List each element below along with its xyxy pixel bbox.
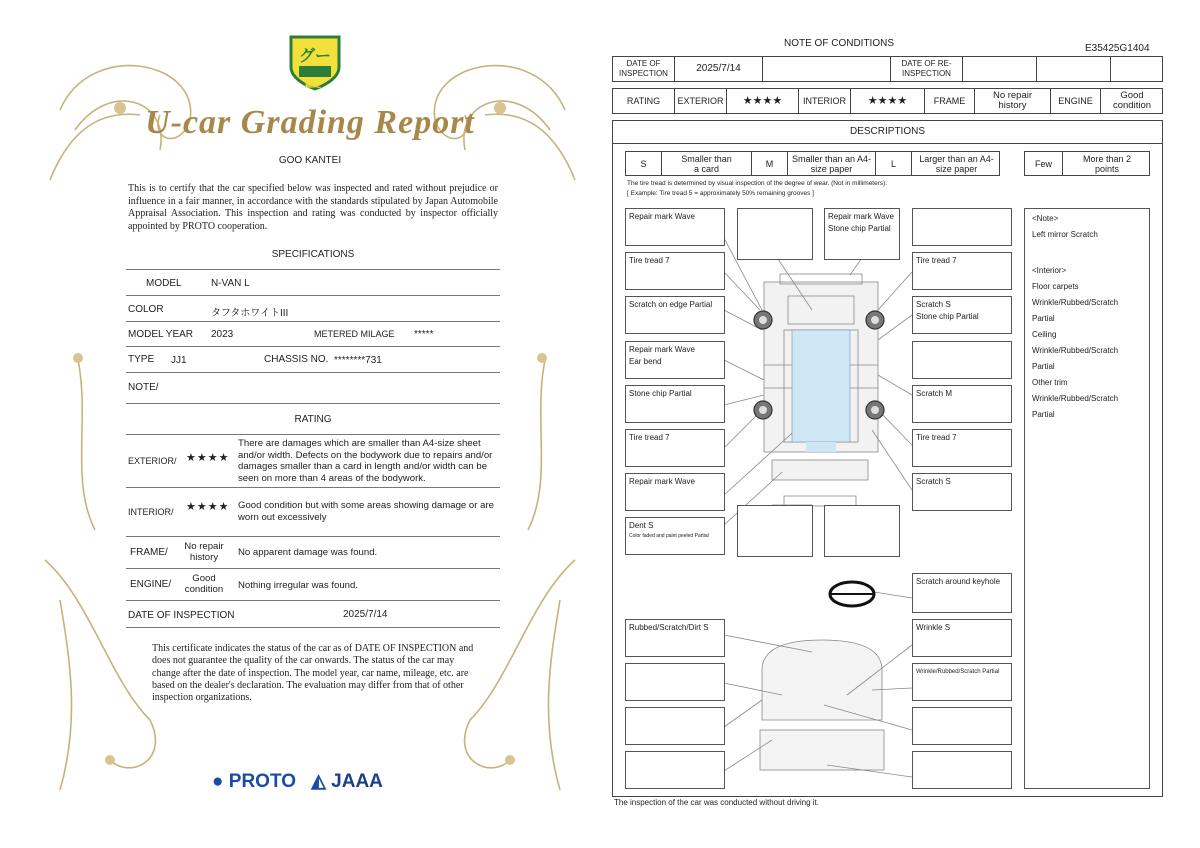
frame-label: FRAME/ xyxy=(130,547,168,558)
note-label: NOTE/ xyxy=(128,382,159,393)
box-keyhole xyxy=(912,573,1012,613)
box-int-right-3 xyxy=(912,707,1012,745)
box-top-1 xyxy=(737,208,813,260)
type-value: JJ1 xyxy=(171,355,187,366)
doi-label: DATE OF INSPECTION xyxy=(128,610,235,621)
engine-text: Nothing irregular was found. xyxy=(238,580,358,591)
box-top-2-text-b: Stone chip Partial xyxy=(828,224,891,233)
type-label: TYPE xyxy=(128,354,155,365)
box-left-8-text-b: Color faded and paint peeled Partial xyxy=(629,533,709,539)
note-line: Other trim xyxy=(1032,378,1068,387)
interior-row xyxy=(126,488,500,537)
box-top-2-text-a: Repair mark Wave xyxy=(828,212,894,221)
box-right-7 xyxy=(912,473,1012,511)
box-left-6-text: Tire tread 7 xyxy=(629,433,670,442)
doi-value: 2025/7/14 xyxy=(343,609,388,620)
box-right-3-text-b: Stone chip Partial xyxy=(916,312,979,321)
note-line: Wrinkle/Rubbed/Scratch xyxy=(1032,298,1119,307)
engine-label: ENGINE xyxy=(1051,89,1101,113)
tire-note-2: [ Example: Tire tread 5 = approximately 50% remaining grooves ] xyxy=(627,190,814,197)
model-year-row xyxy=(126,322,500,347)
few-legend xyxy=(1024,151,1150,176)
legend-m-value: Smaller than an A4-size paper xyxy=(788,152,876,175)
engine-label: ENGINE/ xyxy=(130,579,172,590)
box-right-5 xyxy=(912,385,1012,423)
box-right-1 xyxy=(912,208,1012,246)
box-int-left-1-text: Rubbed/Scratch/Dirt S xyxy=(629,623,709,632)
model-row xyxy=(126,270,500,296)
badge-text: 鑑定 xyxy=(305,80,321,89)
box-right-2-text: Tire tread 7 xyxy=(916,256,957,265)
legend-l-value: Larger than an A4-size paper xyxy=(919,153,994,174)
rating-row xyxy=(612,88,1163,114)
box-int-right-1-text: Wrinkle S xyxy=(916,623,951,632)
color-value: タフタホワイトIII xyxy=(211,308,289,319)
box-right-3 xyxy=(912,296,1012,334)
rating-heading: RATING xyxy=(294,414,332,425)
spec-heading: SPECIFICATIONS xyxy=(271,249,355,260)
note-line xyxy=(1029,243,1145,263)
legend-few-key: Few xyxy=(1025,152,1063,175)
box-left-7 xyxy=(625,473,725,511)
box-left-2-text: Tire tread 7 xyxy=(629,256,670,265)
proto-logo-text: PROTO xyxy=(228,771,296,792)
doi-value: 2025/7/14 xyxy=(675,57,763,81)
jaaa-logo-text: JAAA xyxy=(331,771,383,792)
model-year-value: 2023 xyxy=(211,329,234,340)
box-bottom-1 xyxy=(737,505,813,557)
box-left-4 xyxy=(625,341,725,379)
report-code: E35425G1404 xyxy=(1085,43,1150,54)
box-int-left-1 xyxy=(625,619,725,657)
box-left-4-text-a: Repair mark Wave xyxy=(629,345,695,354)
box-int-right-4 xyxy=(912,751,1012,789)
box-int-right-2 xyxy=(912,663,1012,701)
box-top-2 xyxy=(824,208,900,260)
box-left-3 xyxy=(625,296,725,334)
note-line: <Interior> xyxy=(1032,266,1067,275)
box-left-5 xyxy=(625,385,725,423)
legend-m-key: M xyxy=(752,152,788,175)
box-right-2 xyxy=(912,252,1012,290)
exterior-row xyxy=(126,435,500,488)
box-right-4 xyxy=(912,341,1012,379)
box-left-8 xyxy=(625,517,725,555)
model-value: N-VAN L xyxy=(211,278,250,289)
exterior-label: EXTERIOR/ xyxy=(128,456,177,466)
box-left-2 xyxy=(625,252,725,290)
note-line: Left mirror Scratch xyxy=(1032,230,1098,239)
box-int-left-3 xyxy=(625,707,725,745)
doi-label: DATE OF INSPECTION xyxy=(613,57,675,81)
legend-l-key: L xyxy=(876,152,912,175)
note-line: Partial xyxy=(1032,410,1055,419)
box-int-left-4 xyxy=(625,751,725,789)
interior-stars: ★★★★ xyxy=(186,501,230,513)
engine-row xyxy=(126,569,500,601)
conditions-heading: NOTE OF CONDITIONS xyxy=(784,38,894,49)
jaaa-logo-icon: ◭ xyxy=(311,771,326,792)
box-left-8-text-a: Dent S xyxy=(629,521,654,530)
note-row xyxy=(126,373,500,404)
size-legend xyxy=(625,151,1000,176)
legend-few-value: More than 2 points xyxy=(1082,153,1132,174)
notes-panel xyxy=(1024,208,1150,789)
box-left-6 xyxy=(625,429,725,467)
report-title: U-car Grading Report xyxy=(145,104,475,141)
interior-label: INTERIOR/ xyxy=(128,507,174,517)
frame-value: No repair history xyxy=(184,541,224,563)
rating-label: RATING xyxy=(613,89,675,113)
exterior-text: There are damages which are smaller than A4-size sheet and/or width. Defects on the bodywork due to repairs and/or damages smaller than a card in length and/or width can be seen on more than 4 areas of the bodywork. xyxy=(238,438,493,485)
interior-text: Good condition but with some areas showing damage or are worn out excessively xyxy=(238,500,494,523)
proto-logo: ● PROTO xyxy=(212,771,296,792)
svg-text:グー: グー xyxy=(298,48,332,65)
box-left-1 xyxy=(625,208,725,246)
box-right-3-text-a: Scratch S xyxy=(916,300,951,309)
exterior-stars: ★★★★ xyxy=(727,89,799,113)
exterior-stars: ★★★★ xyxy=(186,452,230,464)
legend-s-value: Smaller than a card xyxy=(662,152,752,175)
chassis-value: ********731 xyxy=(334,355,382,366)
box-left-4-text-b: Ear bend xyxy=(629,357,662,366)
milage-value: ***** xyxy=(414,329,434,340)
note-line: Wrinkle/Rubbed/Scratch xyxy=(1032,346,1119,355)
chassis-label: CHASSIS NO. xyxy=(264,354,329,365)
org-name: GOO KANTEI xyxy=(278,155,342,166)
frame-label: FRAME xyxy=(925,89,975,113)
note-line: Ceiling xyxy=(1032,330,1057,339)
box-int-right-1 xyxy=(912,619,1012,657)
interior-stars: ★★★★ xyxy=(851,89,925,113)
box-right-6 xyxy=(912,429,1012,467)
color-row xyxy=(126,296,500,322)
box-left-7-text: Repair mark Wave xyxy=(629,477,695,486)
frame-row xyxy=(126,537,500,569)
exterior-label: EXTERIOR xyxy=(675,89,727,113)
date-row xyxy=(612,56,1163,82)
box-right-5-text: Scratch M xyxy=(916,389,953,398)
footer-text: This certificate indicates the status of the car as of DATE OF INSPECTION and does not guarantee the quality of the car onwards. The status of the car may change after the date of inspection. The model year, car name, mileage, etc. are based on the dealer's declaration. The evaluation may differ from that of other inspection organizations. xyxy=(152,643,474,704)
note-line: Partial xyxy=(1032,314,1055,323)
type-row xyxy=(126,347,500,373)
tire-note-1: The tire tread is determined by visual inspection of the degree of wear. (Not in millimeters). xyxy=(627,180,888,187)
frame-value: No repair history xyxy=(975,89,1051,113)
box-int-right-2-text: Wrinkle/Rubbed/Scratch Partial xyxy=(916,669,1000,675)
note-line: Wrinkle/Rubbed/Scratch xyxy=(1032,394,1119,403)
box-keyhole-text: Scratch around keyhole xyxy=(916,577,1001,586)
interior-label: INTERIOR xyxy=(799,89,851,113)
color-label: COLOR xyxy=(128,304,164,315)
milage-label: METERED MILAGE xyxy=(314,329,395,339)
frame-text: No apparent damage was found. xyxy=(238,547,378,558)
box-int-left-2 xyxy=(625,663,725,701)
descriptions-heading: DESCRIPTIONS xyxy=(849,126,925,137)
engine-value: Good condition xyxy=(184,573,224,595)
model-year-label: MODEL YEAR xyxy=(128,329,194,340)
legend-s-key: S xyxy=(626,152,662,175)
doi-row xyxy=(126,601,500,628)
engine-value: Good condition xyxy=(1112,90,1152,111)
box-left-5-text: Stone chip Partial xyxy=(629,389,692,398)
certify-text: This is to certify that the car specified below was inspected and rated without prejudice or influence in a fair manner, in accordance with the standards stipulated by Japan Automobile Appraisal Association. This inspection and rating was conducted by inspector officially appointed by PROTO cooperation. xyxy=(128,183,498,232)
box-left-1-text: Repair mark Wave xyxy=(629,212,695,221)
box-right-7-text: Scratch S xyxy=(916,477,951,486)
logos xyxy=(212,770,383,793)
model-label: MODEL xyxy=(146,278,182,289)
box-left-3-text: Scratch on edge Partial xyxy=(629,300,713,309)
reinspect-label: DATE OF RE-INSPECTION xyxy=(891,57,963,81)
note-line: Floor carpets xyxy=(1032,282,1079,291)
note-line: Partial xyxy=(1032,362,1055,371)
note-line: <Note> xyxy=(1032,214,1059,223)
box-right-6-text: Tire tread 7 xyxy=(916,433,957,442)
bottom-note: The inspection of the car was conducted without driving it. xyxy=(614,798,819,807)
box-bottom-2 xyxy=(824,505,900,557)
